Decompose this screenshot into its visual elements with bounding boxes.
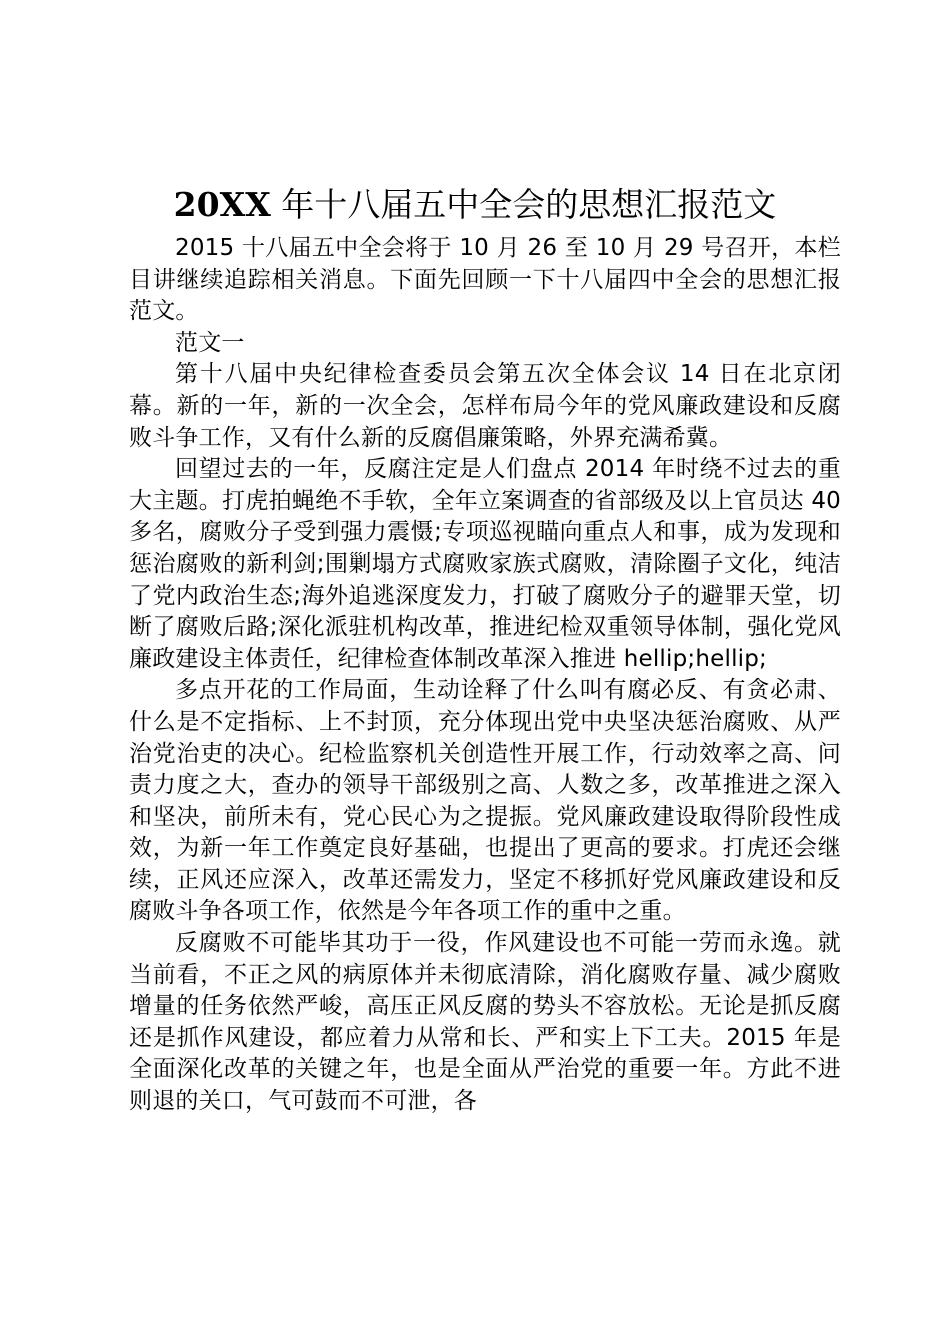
document-body <box>129 233 841 1118</box>
document-title-text: 年十八届五中全会的思想汇报范文 <box>270 185 777 224</box>
paragraph-body: 反腐败不可能毕其功于一役，作风建设也不可能一劳而永逸。就当前看，不正之风的病原体并未彻底清除，消化腐败存量、减少腐败增量的任务依然严峻，高压正风反腐的势头不容放松。无论是抓反腐还是抓作风建设，都应着力从常和长、严和实上下工夫。2015 年是全面深化改革的关键之年，也是全面从严治党的重要一年。方此不进则退的关口，气可鼓而不可泄，各 <box>129 930 841 1115</box>
paragraph-sample-heading: 范文一 <box>175 329 245 356</box>
paragraph-body: 第十八届中央纪律检查委员会第五次全体会议 14 日在北京闭幕。新的一年，新的一次全会，怎样布局今年的党风廉政建设和反腐败斗争工作，又有什么新的反腐倡廉策略，外界充满希冀。 <box>129 361 841 451</box>
paragraph-intro: 2015 十八届五中全会将于 10 月 26 至 10 月 29 号召开，本栏目讲继续追踪相关消息。下面先回顾一下十八届四中全会的思想汇报范文。 <box>129 235 841 325</box>
paragraph-body: 多点开花的工作局面，生动诠释了什么叫有腐必反、有贪必肃、什么是不定指标、上不封顶，充分体现出党中央坚决惩治腐败、从严治党治吏的决心。纪检监察机关创造性开展工作，行动效率之高、问责力度之大，查办的领导干部级别之高、人数之多，改革推进之深入和坚决，前所未有，党心民心为之提振。党风廉政建设取得阶段性成效，为新一年工作奠定良好基础，也提出了更高的要求。打虎还会继续，正风还应深入，改革还需发力，坚定不移抓好党风廉政建设和反腐败斗争各项工作，依然是今年各项工作的重中之重。 <box>129 677 841 925</box>
document-title-year: 20XX <box>173 185 271 224</box>
document-title <box>0 182 950 228</box>
paragraph-body: 回望过去的一年，反腐注定是人们盘点 2014 年时绕不过去的重大主题。打虎拍蝇绝不手软，全年立案调查的省部级及以上官员达 40 多名，腐败分子受到强力震慑;专项巡视瞄向重点人和事，成为发现和惩治腐败的新利剑;围剿塌方式腐败家族式腐败，清除圈子文化，纯洁了党内政治生态;海外追逃深度发力，打破了腐败分子的避罪天堂，切断了腐败后路;深化派驻机构改革，推进纪检双重领导体制，强化党风廉政建设主体责任，纪律检查体制改革深入推进 hellip;hellip; <box>129 456 841 672</box>
